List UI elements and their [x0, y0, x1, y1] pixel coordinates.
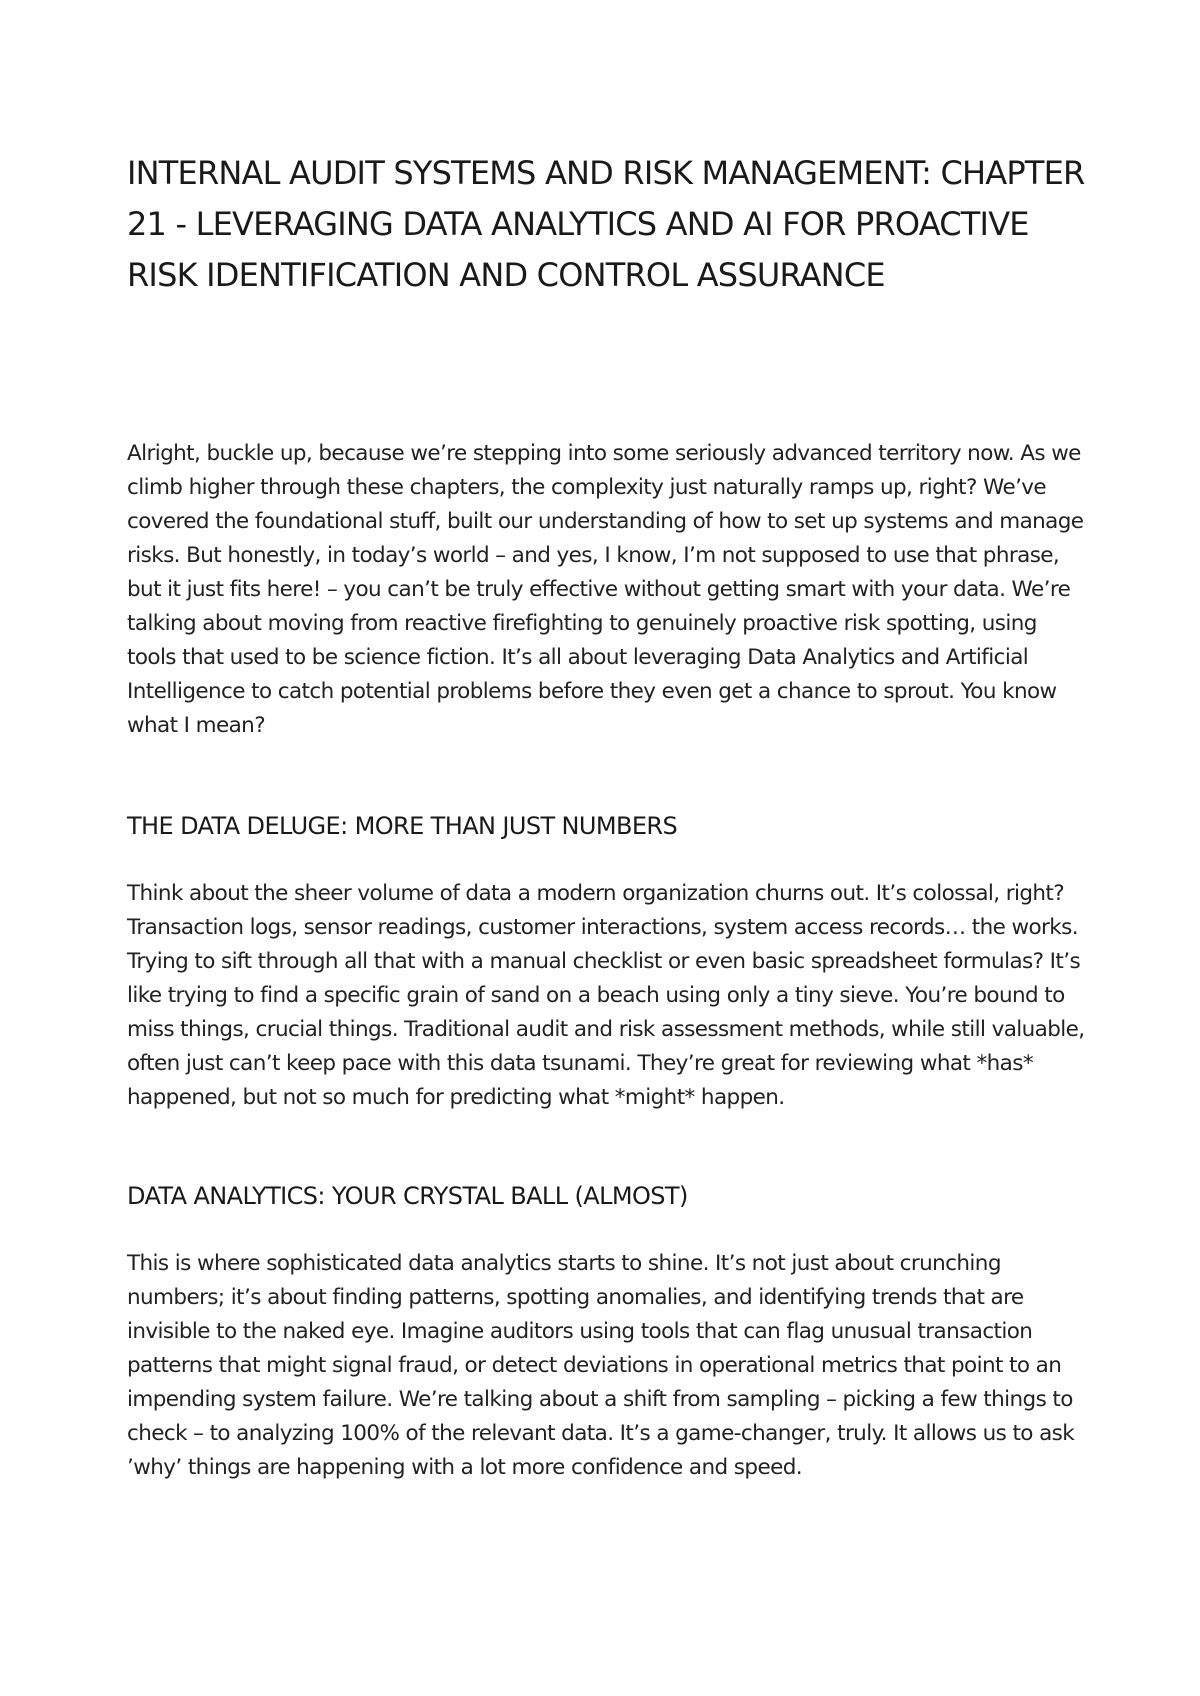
- section-heading-data-deluge: THE DATA DELUGE: MORE THAN JUST NUMBERS: [127, 812, 678, 840]
- section-heading-data-analytics: DATA ANALYTICS: YOUR CRYSTAL BALL (ALMOST): [127, 1182, 688, 1210]
- document-title: INTERNAL AUDIT SYSTEMS AND RISK MANAGEMENT: CHAPTER 21 - LEVERAGING DATA ANALYTICS AND AI FOR PROACTIVE RISK IDENTIFICATION AND CONTROL ASSURANCE: [127, 154, 1085, 294]
- intro-paragraph: Alright, buckle up, because we’re stepping into some seriously advanced territory now. As we climb higher through these chapters, the complexity just naturally ramps up, right? We’ve covered the foundational stuff, built our understanding of how to set up systems and manage risks. But honestly, in today’s world – and yes, I know, I’m not supposed to use that phrase, but it just fits here! – you can’t be truly effective without getting smart with your data. We’re talking about moving from reactive firefighting to genuinely proactive risk spotting, using tools that used to be science fiction. It’s all about leveraging Data Analytics and Artificial Intelligence to catch potential problems before they even get a chance to sprout. You know what I mean?: [127, 441, 1084, 738]
- section-body-data-deluge: Think about the sheer volume of data a modern organization churns out. It’s colossal, right? Transaction logs, sensor readings, customer interactions, system access records… the works. Trying to sift through all that with a manual checklist or even basic spreadsheet formulas? It’s like trying to find a specific grain of sand on a beach using only a tiny sieve. You’re bound to miss things, crucial things. Traditional audit and risk assessment methods, while still valuable, often just can’t keep pace with this data tsunami. They’re great for reviewing what *has* happened, but not so much for predicting what *might* happen.: [127, 881, 1085, 1110]
- section-body-data-analytics: This is where sophisticated data analytics starts to shine. It’s not just about crunching numbers; it’s about finding patterns, spotting anomalies, and identifying trends that are invisible to the naked eye. Imagine auditors using tools that can flag unusual transaction patterns that might signal fraud, or detect deviations in operational metrics that point to an impending system failure. We’re talking about a shift from sampling – picking a few things to check – to analyzing 100% of the relevant data. It’s a game-changer, truly. It allows us to ask ’why’ things are happening with a lot more confidence and speed.: [127, 1251, 1075, 1480]
